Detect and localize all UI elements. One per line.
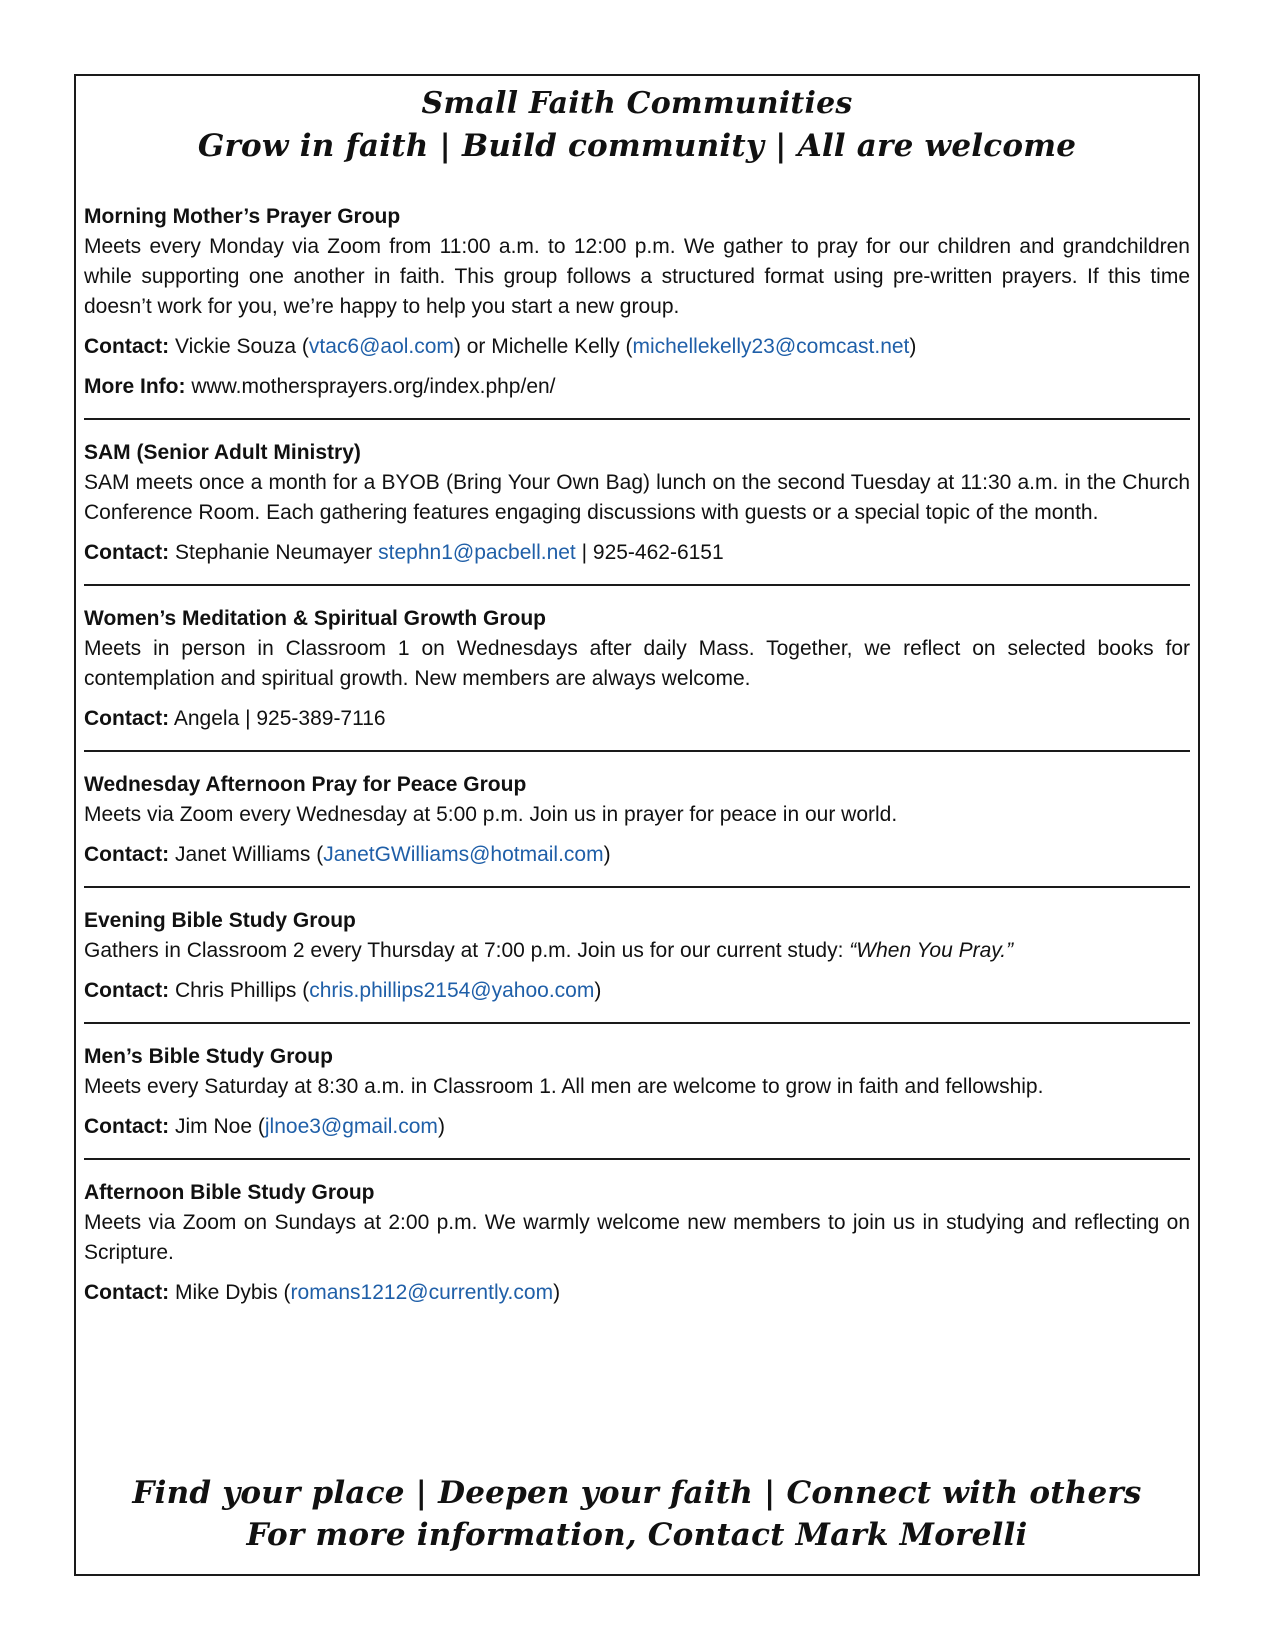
- group-title: Wednesday Afternoon Pray for Peace Group: [84, 773, 527, 796]
- group-mens-bible-study: [84, 1022, 1190, 1142]
- description-text: Gathers in Classroom 2 every Thursday at 7:00 p.m. Join us for our current study:: [84, 939, 850, 962]
- contact-suffix: ): [909, 335, 917, 358]
- group-title: Morning Mother’s Prayer Group: [84, 205, 401, 228]
- contact-email-link[interactable]: jlnoe3@gmail.com: [264, 1115, 438, 1138]
- group-contact: [84, 704, 1190, 734]
- page-tagline: Grow in faith | Build community | All are welcome: [197, 128, 1077, 164]
- contact-phone: | 925-462-6151: [575, 541, 724, 564]
- contact-suffix: ): [553, 1281, 561, 1304]
- contact-name: Chris Phillips (: [175, 979, 310, 1002]
- group-title: SAM (Senior Adult Ministry): [84, 441, 361, 464]
- contact-email-link[interactable]: stephn1@pacbell.net: [378, 541, 576, 564]
- contact-label: Contact:: [84, 335, 170, 358]
- flyer-footer: [76, 1472, 1198, 1556]
- contact-email-link[interactable]: vtac6@aol.com: [308, 335, 454, 358]
- group-evening-bible-study: [84, 886, 1190, 1006]
- contact-suffix: ): [603, 843, 611, 866]
- group-description: Meets every Saturday at 8:30 a.m. in Classroom 1. All men are welcome to grow in faith and fellowship.: [84, 1075, 1044, 1098]
- contact-email-link[interactable]: JanetGWilliams@hotmail.com: [323, 843, 604, 866]
- contact-separator: ) or Michelle Kelly (: [453, 335, 633, 358]
- group-title: Women’s Meditation & Spiritual Growth Group: [84, 607, 546, 630]
- contact-label: Contact:: [84, 1281, 170, 1304]
- group-description: [84, 936, 1190, 966]
- footer-contact-line: For more information, Contact Mark Morelli: [246, 1517, 1028, 1553]
- contact-email-link[interactable]: romans1212@currently.com: [290, 1281, 554, 1304]
- study-title: “When You Pray.”: [849, 939, 1014, 962]
- group-description: Meets every Monday via Zoom from 11:00 a.m. to 12:00 p.m. We gather to pray for our children and grandchildren while supporting one another in faith. This group follows a structured format using pre-written prayers. If this time doesn’t work for you, we’re happy to help you start a new group.: [84, 235, 1190, 318]
- group-description: Meets in person in Classroom 1 on Wednesdays after daily Mass. Together, we reflect on selected books for contemplation and spiritual growth. New members are always welcome.: [84, 637, 1190, 690]
- page-title: Small Faith Communities: [421, 86, 853, 121]
- group-contact: [84, 538, 1190, 568]
- contact-email-link[interactable]: chris.phillips2154@yahoo.com: [309, 979, 595, 1002]
- group-pray-for-peace: [84, 750, 1190, 870]
- group-contact: [84, 332, 1190, 362]
- group-title: Evening Bible Study Group: [84, 909, 356, 932]
- group-title: Men’s Bible Study Group: [84, 1045, 333, 1068]
- flyer-header: [76, 84, 1198, 168]
- contact-label: Contact:: [84, 541, 170, 564]
- contact-name: Jim Noe (: [175, 1115, 265, 1138]
- contact-label: Contact:: [84, 707, 170, 730]
- group-description: Meets via Zoom on Sundays at 2:00 p.m. We warmly welcome new members to join us in studying and reflecting on Scripture.: [84, 1211, 1190, 1264]
- more-info-url: www.mothersprayers.org/index.php/en/: [191, 375, 556, 398]
- flyer-frame: [74, 74, 1200, 1576]
- footer-tagline: Find your place | Deepen your faith | Connect with others: [132, 1475, 1142, 1511]
- group-contact: [84, 840, 1190, 870]
- contact-name: Mike Dybis (: [175, 1281, 291, 1304]
- group-title: Afternoon Bible Study Group: [84, 1181, 375, 1204]
- group-contact: [84, 1112, 1190, 1142]
- contact-label: Contact:: [84, 843, 170, 866]
- group-contact: [84, 1278, 1190, 1308]
- group-description: SAM meets once a month for a BYOB (Bring Your Own Bag) lunch on the second Tuesday at 11:30 a.m. in the Church Conference Room. Each gathering features engaging discussions with guests or a special topic of the month.: [84, 471, 1190, 524]
- group-contact: [84, 976, 1190, 1006]
- group-morning-mothers-prayer: [84, 194, 1190, 402]
- groups-list: [84, 194, 1190, 1308]
- contact-label: Contact:: [84, 979, 170, 1002]
- group-afternoon-bible-study: [84, 1158, 1190, 1308]
- contact-name: Stephanie Neumayer: [175, 541, 379, 564]
- group-womens-meditation: [84, 584, 1190, 734]
- contact-name: Vickie Souza (: [175, 335, 309, 358]
- contact-name: Janet Williams (: [175, 843, 324, 866]
- group-senior-adult-ministry: [84, 418, 1190, 568]
- contact-name: Angela | 925-389-7116: [173, 707, 386, 730]
- contact-suffix: ): [594, 979, 602, 1002]
- more-info-label: More Info:: [84, 375, 186, 398]
- contact-suffix: ): [437, 1115, 445, 1138]
- contact-label: Contact:: [84, 1115, 170, 1138]
- group-description: Meets via Zoom every Wednesday at 5:00 p.m. Join us in prayer for peace in our world.: [84, 803, 898, 826]
- group-more-info: [84, 372, 1190, 402]
- contact-email-link-2[interactable]: michellekelly23@comcast.net: [632, 335, 910, 358]
